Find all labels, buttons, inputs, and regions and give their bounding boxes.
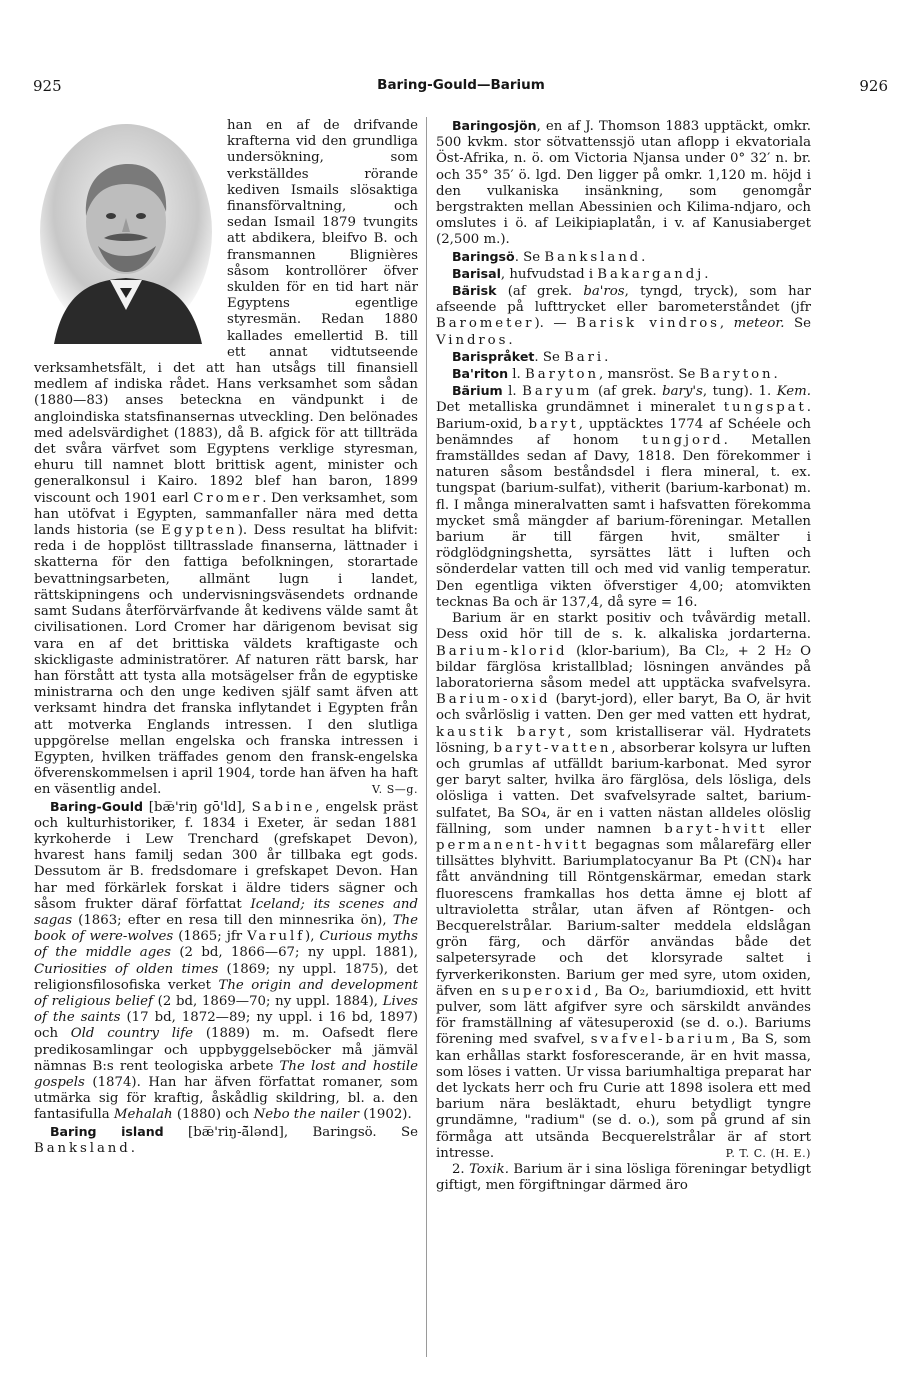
left-column — [34, 118, 418, 1157]
cromer-entry-continuation: han en af de drifvande krafterna vid den grundliga undersökning, som verkställdes rörande kediven Ismails slösaktiga finansförvaltning, och sedan Ismail 1879 tvungits att abdikera, bleifvo B. och fransmannen Blignières såsom kontrollörer öfver skulden för en tid hart när Egyptens egentlige styresmän. Redan 1880 kallades emellertid B. till ett annat vidtutseende verksamhetsfält, i det att han utsågs till finansiell medlem af indiska rådet. Hans verksamhet som sådan (1880—83) anses beteckna en vändpunkt i de angloindiska statsfinansernas utveckling. Den belönades med adelsvärdighet (1883), då B. afgick för att tillträda det svåra värfvet som Egyptens verklige styresman, ehuru till namnet blott brittisk agent, minister och generalkonsul i Kairo. 1892 blef han baron, 1899 viscount och 1901 earl Cromer. Den verksamhet, som han utöfvat i Egypten, sammanfaller nära med detta lands historia (se Egypten). Dess resultat ha blifvit: reda i de hopplöst tilltrasslade finanserna, lättnader i skatterna för den fattiga befolkningen, storartade bevattningsarbeten, allmänt lugn i landet, rättskipningens och undervisningsväsendets ordnande samt Sudans återförvärfvande åt kedivens välde samt åt civilisationen. Lord Cromer har därigenom bevisat sig vara en af det brittiska väldets kraftigaste och skickligaste administratörer. Af naturen rätt barsk, har han förstått att tysta alla motsägelser från de egyptiske ministrarna och den unge kediven själf samt äfven att verksamt hindra det franska inflytandet i Egypten från att motverka Englands intressen. I den slutliga uppgörelse mellan engelska och franska intressen i Egypten, hvilken träffades genom den fransk-engelska öfverenskommelsen i april 1904, torde han äfven ha haft en väsentlig andel. V. S—g. — [34, 118, 418, 798]
cross-reference: Vindros — [436, 332, 509, 348]
barisprak-entry: Barispråket. Se Bari. — [451, 348, 609, 365]
author-signature: P. T. C. (H. E.) — [725, 1146, 811, 1160]
cross-reference: Banksland — [544, 249, 642, 265]
baring-gould-entry: Baring-Gould [bæ̅'riŋ gō'ld], Sabine, engelsk präst och kulturhistoriker, f. 1834 i Exeter, är sedan 1881 kyrkoherde i Lew Trenchard (grefskapet Devon), hvarest hans familj sedan 300 år tillbaka egt gods. Dessutom är B. fredsdomare i grefskapet Devon. Han har med förkärlek forskat i äldre tiders sägner och såsom frukter däraf författat Iceland; its scenes and sagas (1863; efter en resa till den minnesrika ön), The book of were-wolves (1865; jfr Varulf), Curious myths of the middle ages (2 bd, 1866—67; ny uppl. 1881), Curiosities of olden times (1869; ny uppl. 1875), det religionsfilosofiska verket The origin and development of religious belief (2 bd, 1869—70; ny uppl. 1884), Lives of the saints (17 bd, 1872—89; ny uppl. i 16 bd, 1897) och Old country life (1889) m. m. Oafsedt flere predikosamlingar och uppbyggelseböcker må jämväl nämnas B:s rent teologiska arbete The lost and hostile gospels (1874). Han har äfven författat romaner, som utmärka sig för kraftig, åskådlig skildring, bl. a. den fantasifulla Mehalah (1880) och Nebo the nailer (1902). — [34, 798, 419, 1123]
headword: Ba'riton — [451, 366, 509, 382]
headword: Baring island — [49, 1123, 164, 1139]
running-title: Baring-Gould—Barium — [377, 77, 545, 93]
author-signature: V. S—g. — [372, 783, 418, 797]
cross-reference: Bakargandj — [597, 266, 705, 282]
page-number-right: 926 — [859, 77, 888, 95]
headword: Baringosjön — [451, 118, 537, 133]
barium-entry: Bärium l. Baryum (af grek. bary's, tung). 1. Kem. Det metalliska grundämnet i mineralet tungspat. Barium-oxid, baryt, upptäcktes 1774 af Schéele och benämndes af honom tungjord. Metallen framställdes sedan af Davy, 1818. Den förekommer i naturen såsom beståndsdel i flera mineral, t. ex. tungspat (barium-sulfat), vitherit (barium-karbonat) m. fl. I många mineralvatten samt i hafsvatten förekomma mycket små mängder af barium-föreningar. Metallen barium är till färgen hvit, smälter i rödglödgningshetta, syrsättes lätt i luften och sönderdelar vatten till och med vid vanlig temperatur. Den egentliga vikten öfverstiger 4,00; atomvikten tecknas Ba och är 137,4, då syre = 16. — [436, 383, 811, 610]
cross-reference: Banksland — [34, 1140, 131, 1156]
bariton-entry: Ba'riton l. Baryton, mansröst. Se Baryton. — [451, 366, 778, 383]
baringso-entry: Baringsö. Se Banksland. — [451, 248, 646, 265]
page-header — [30, 77, 892, 101]
headword: Barisal — [451, 265, 501, 281]
cross-reference: Bari — [564, 349, 605, 365]
barisk-entry: Bärisk (af grek. ba'ros, tyngd, tryck), som har afseende på lufttrycket eller barometerståndet (jfr Barometer). — Barisk vindros, meteor. Se Vindros. — [436, 283, 811, 348]
barium-toxicology-paragraph: 2. Toxik. Barium är i sina lösliga föreningar betydligt giftigt, men förgiftningar därmed äro — [436, 1162, 811, 1194]
baringosjon-entry: Baringosjön, en af J. Thomson 1883 upptäckt, omkr. 500 kvkm. stor sötvattenssjö utan aflopp i ekvatoriala Öst-Afrika, n. ö. om Victoria Njansa under 0° 32′ n. br. och 35° 35′ ö. lgd. Den ligger på omkr. 1,120 m. höjd i den vulkaniska insänkning, som genomgår bergstrakten mellan Abessinien och Kilima-ndjaro, och omslutes i ö. af Leikipiaplatån, i v. af Kanusiaberget (2,500 m.). — [436, 118, 811, 248]
cross-reference: Barometer — [436, 316, 535, 332]
page-number-left: 925 — [33, 77, 62, 95]
barium-chemistry-paragraph: Barium är en starkt positiv och tvåvärdig metall. Dess oxid hör till de s. k. alkaliska jordarterna. Barium-klorid (klor-barium), Ba Cl₂, + 2 H₂ O bildar färglösa kristallblad; lösningen användes på laboratorierna såsom medel att upptäcka svafvelsyra. Barium-oxid (baryt-jord), eller baryt, Ba O, är hvit och svårlöslig i vatten. Den ger med vatten ett hydrat, kaustik baryt, som kristalliserar väl. Hydratets lösning, baryt-vatten, absorberar kolsyra ur luften och grumlas af utfälldt barium-karbonat. Med syror ger baryt salter, hvilka äro färglösa, dels lösliga, dels olösliga i vatten. Det svafvelsyrade saltet, barium-sulfatet, Ba SO₄, är en i vatten nästan alldeles olöslig fällning, som under namnen baryt-hvitt eller permanent-hvitt begagnas som målarefärg eller tillsättes blyhvitt. Bariumplatocyanur Ba Pt (CN)₄ har fått användning till Röntgenskärmar, emedan stark fluorescens framkallas hos detta ämne ej blott af ultravioletta strålar, utan äfven af Röntgen- och Becquerelstrålar. Barium-salter meddela eldslågan grön färg, och därför användas både det salpetersyrade och det klorsyrade saltet i fyrverkerikonsten. Barium ger med syre, utom oxiden, äfven en superoxid, Ba O₂, bariumdioxid, ett hvitt pulver, som lätt afgifver syre och särskildt användes för framställning af vätesuperoxid (se d. o.). Bariums förening med svafvel, svafvel-barium, Ba S, som kan erhållas starkt fosforescerande, är en hvit massa, som löses i vatten. Ur vissa bariumhaltiga preparat har det lyckats herr och fru Curie att 1898 isolera ett med barium nära besläktadt, ehuru betydligt tyngre grundämne, "radium" (se d. o.), som på grund af sin förmåga att utsända Becquerelstrålar är af stort intresse. P. T. C. (H. E.) — [436, 611, 812, 1161]
headword: Bärisk — [451, 283, 497, 299]
headword: Baringsö — [451, 248, 515, 264]
headword: Baring-Gould — [49, 798, 144, 814]
headword: Barispråket — [451, 348, 535, 364]
right-column — [436, 118, 811, 1194]
column-divider — [426, 117, 427, 1357]
cross-reference: Baryton — [699, 367, 774, 383]
headword: Bärium — [451, 383, 503, 399]
barisal-entry: Barisal, hufvudstad i Bakargandj. — [451, 265, 709, 282]
baring-island-entry: Baring island [bæ̅'riŋ-ā̆lənd], Baringsö. Se Banksland. — [34, 1123, 418, 1156]
portrait-image-cromer — [34, 120, 219, 344]
